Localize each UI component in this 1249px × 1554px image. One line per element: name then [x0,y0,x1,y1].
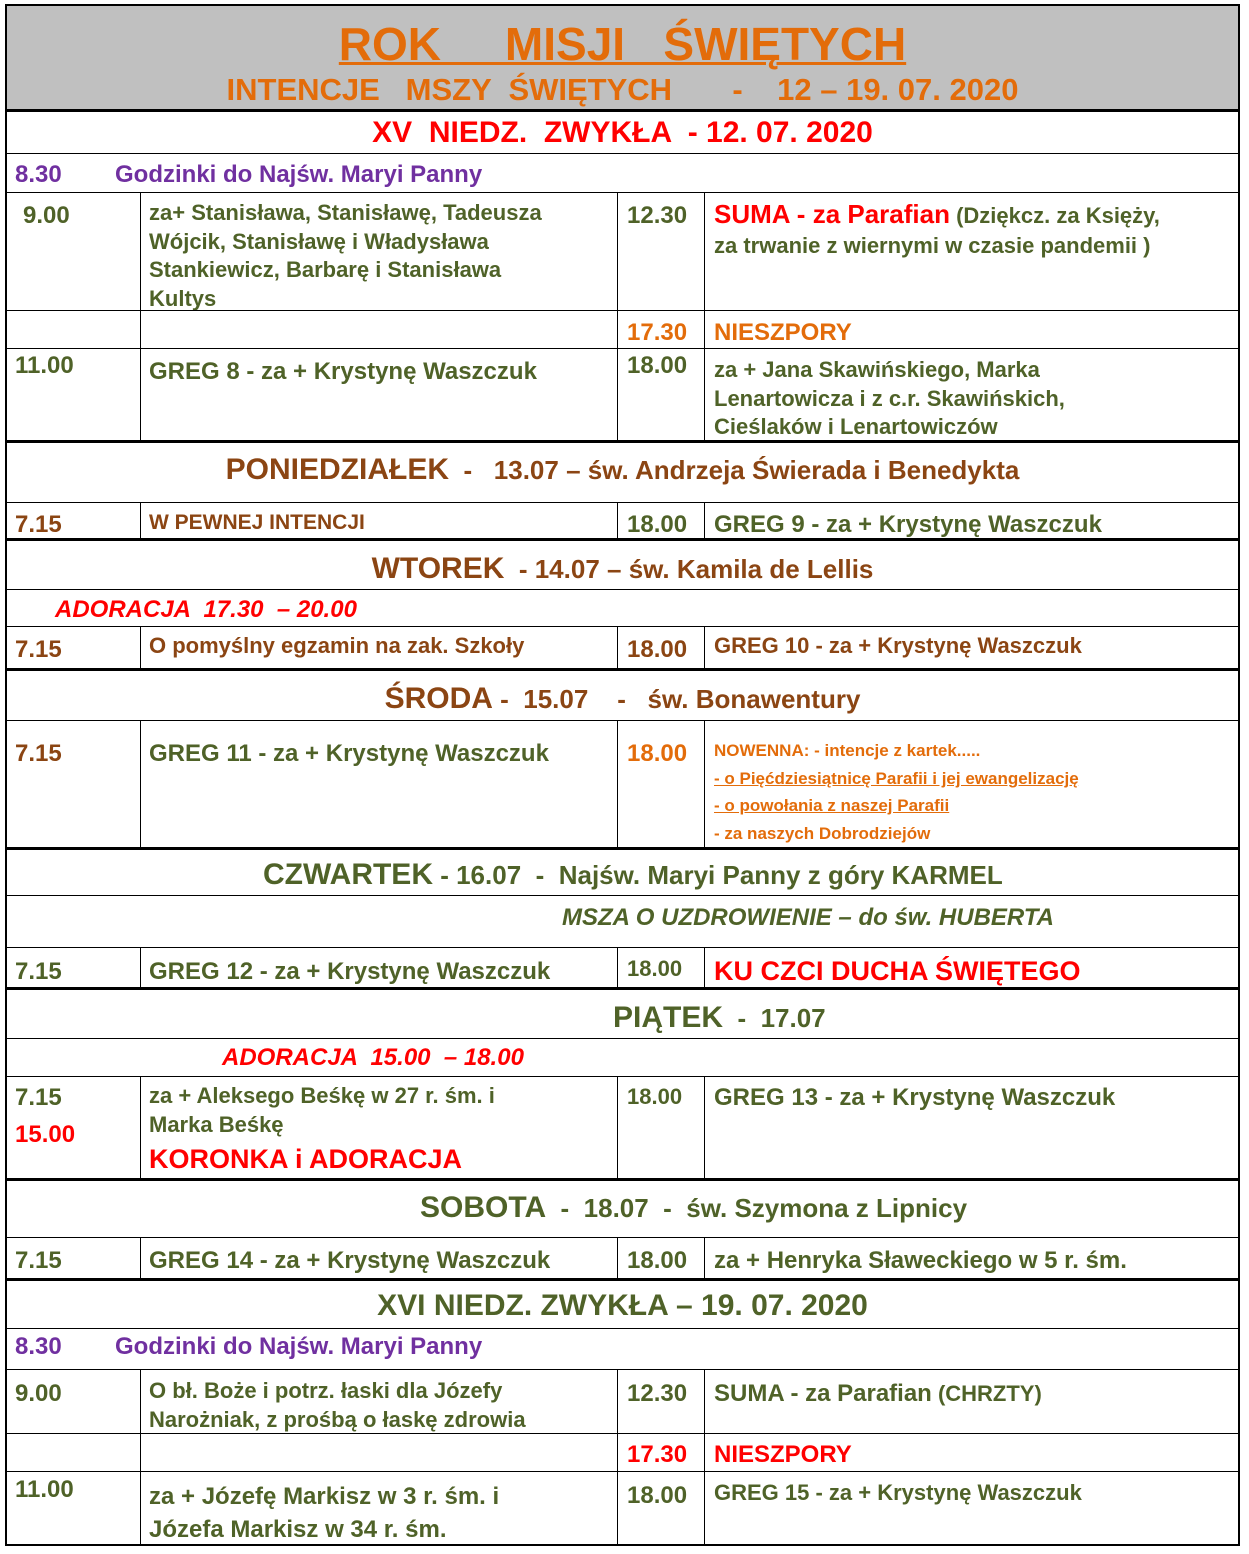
time: 8.30 [15,161,62,188]
divider [7,348,1238,349]
time: 7.15 [15,636,62,663]
col-divider [704,1237,705,1278]
time: 12.30 [627,1380,688,1407]
col-divider [617,947,618,987]
col-divider [140,1369,141,1546]
mass-intention: GREG 14 - za + Krystynę Waszczuk [149,1247,551,1274]
day-details: - 17.07 [723,1003,826,1033]
divider [7,153,1238,154]
divider [7,538,1238,541]
suma-label: SUMA - za Parafian [714,1380,932,1407]
divider [7,1471,1238,1472]
mass-intention: GREG 12 - za + Krystynę Waszczuk [149,958,551,985]
time: 17.30 [627,1441,688,1468]
col-divider [140,720,141,847]
divider [7,1278,1238,1281]
divider [7,502,1238,503]
mass-intention: za+ Stanisława, Stanisławę, Tadeusza Wójcik, Stanisławę i Władysława Stankiewicz, Barbarę i Stanisława Kultys [149,200,542,311]
godzinki-text: Godzinki do Najśw. Maryi Panny [115,1333,483,1360]
divider [7,1178,1238,1181]
divider [7,1369,1238,1370]
schedule-frame [5,4,1240,1546]
sunday1-title: XV NIEDZ. ZWYKŁA - 12. 07. 2020 [372,116,873,149]
mass-intention: GREG 10 - za + Krystynę Waszczuk [714,633,1082,658]
col-divider [617,192,618,440]
monday-title [7,453,1238,488]
time: 7.15 [15,740,62,767]
time: 18.00 [627,352,688,379]
suma-note: (CHRZTY) [931,1381,1042,1406]
time: 15.00 [15,1121,76,1148]
col-divider [704,1369,705,1546]
divider [7,310,1238,311]
novena-line: - o powołania z naszej Parafii [714,796,950,815]
page-header [7,6,1238,112]
suma-note: (Dziękcz. za Księży, [949,203,1160,228]
adoration-note: ADORACJA 15.00 – 18.00 [222,1044,524,1071]
novena-label: NOWENNA: [714,741,810,760]
col-divider [704,720,705,847]
divider [7,947,1238,948]
novena-line [714,741,980,761]
mass-intention: GREG 15 - za + Krystynę Waszczuk [714,1480,1082,1505]
page-subtitle: INTENCJE MSZY ŚWIĘTYCH - 12 – 19. 07. 2020 [226,72,1019,107]
page-title: ROK MISJI ŚWIĘTYCH [338,18,907,70]
tuesday-title [7,552,1238,587]
time: 18.00 [627,1247,688,1274]
mass-intention: za + Aleksego Beśkę w 27 r. śm. i Marka Beśkę [149,1083,495,1137]
time: 9.00 [23,202,70,229]
friday-title [613,1001,826,1036]
time: 11.00 [15,1476,74,1503]
time: 7.15 [15,511,62,538]
suma-intention [714,199,1160,261]
col-divider [704,192,705,440]
divider [7,847,1238,850]
time: 17.30 [627,319,688,346]
suma-intention [714,1380,1042,1408]
nieszpory-label: NIESZPORY [714,1441,852,1468]
col-divider [704,502,705,538]
day-name: CZWARTEK [263,858,433,891]
col-divider [140,192,141,310]
novena-text: - intencje z kartek..... [809,741,981,760]
col-divider [140,310,141,348]
special-mass: MSZA O UZDROWIENIE – do św. HUBERTA [562,904,1055,931]
koronka-label: KORONKA i ADORACJA [149,1144,463,1174]
divider [7,720,1238,721]
time: 8.30 [15,1333,62,1360]
thursday-title [263,858,1003,893]
time: 18.00 [627,740,688,767]
godzinki-text: Godzinki do Najśw. Maryi Panny [115,161,483,188]
mass-intention: GREG 9 - za + Krystynę Waszczuk [714,511,1102,538]
time: 11.00 [15,352,74,379]
col-divider [704,1076,705,1178]
day-name: WTOREK [371,552,505,585]
col-divider [140,1237,141,1278]
time: 18.00 [627,956,683,981]
day-name: ŚRODA [384,682,493,715]
mass-intention: za + Jana Skawińskiego, Marka Lenartowicza i z c.r. Skawińskich, Cieślaków i Lenartowiczów [714,357,1065,439]
mass-intention: O pomyślny egzamin na zak. Szkoły [149,633,525,658]
col-divider [140,947,141,987]
time: 7.15 [15,1084,62,1111]
time: 9.00 [15,1380,62,1407]
mass-intention: KU CZCI DUCHA ŚWIĘTEGO [714,956,1081,986]
day-details: - 15.07 - św. Bonawentury [492,684,861,714]
divider [7,440,1238,443]
divider [7,1328,1238,1329]
col-divider [140,348,141,440]
col-divider [140,502,141,538]
mass-intention: O bł. Boże i potrz. łaski dla Józefy Narożniak, z prośbą o łaskę zdrowia [149,1378,526,1432]
adoration-note: ADORACJA 17.30 – 20.00 [55,596,357,623]
day-details: - 18.07 - św. Szymona z Lipnicy [546,1193,968,1223]
col-divider [617,1369,618,1546]
col-divider [140,626,141,668]
divider [7,1433,1238,1434]
mass-intention: GREG 11 - za + Krystynę Waszczuk [149,740,549,767]
divider [7,895,1238,896]
novena-line: - o Pięćdziesiątnicę Parafii i jej ewangelizację [714,769,1079,788]
wednesday-title [7,682,1238,717]
day-details: - 14.07 – św. Kamila de Lellis [504,554,874,584]
col-divider [140,1076,141,1178]
time: 12.30 [627,202,688,229]
mass-intention: GREG 8 - za + Krystynę Waszczuk [149,358,537,385]
divider [7,1237,1238,1238]
saturday-title [420,1191,967,1226]
divider [7,192,1238,193]
day-name: PONIEDZIAŁEK [225,453,450,486]
day-name: SOBOTA [420,1191,547,1224]
nieszpory-label: NIESZPORY [714,319,852,346]
divider [7,668,1238,671]
divider [7,589,1238,590]
time: 7.15 [15,958,62,985]
col-divider [617,502,618,538]
divider [7,1038,1238,1039]
divider [7,626,1238,627]
col-divider [617,626,618,668]
mass-intention: GREG 13 - za + Krystynę Waszczuk [714,1084,1116,1111]
time: 18.00 [627,636,688,663]
time: 18.00 [627,1482,688,1509]
mass-intention: za + Józefę Markisz w 3 r. śm. i Józefa Markisz w 34 r. śm. [149,1483,500,1543]
suma-note-line2: za trwanie z wiernymi w czasie pandemii ) [714,233,1151,258]
sunday2-title: XVI NIEDZ. ZWYKŁA – 19. 07. 2020 [377,1289,868,1322]
col-divider [704,626,705,668]
mass-intention: za + Henryka Sławeckiego w 5 r. śm. [714,1247,1127,1274]
time: 18.00 [627,511,688,538]
suma-label: SUMA - za Parafian [714,199,950,229]
col-divider [617,1076,618,1178]
novena-line: - za naszych Dobrodziejów [714,824,931,843]
time: 18.00 [627,1084,683,1109]
divider [7,987,1238,990]
time: 7.15 [15,1247,62,1274]
day-name: PIĄTEK [613,1001,724,1034]
col-divider [617,1237,618,1278]
col-divider [617,720,618,847]
day-details: - 13.07 – św. Andrzeja Świerada i Benedykta [449,455,1020,485]
divider [7,1076,1238,1077]
day-details: - 16.07 - Najśw. Maryi Panny z góry KARMEL [432,860,1003,890]
mass-intention: W PEWNEJ INTENCJI [149,511,365,534]
col-divider [704,947,705,987]
